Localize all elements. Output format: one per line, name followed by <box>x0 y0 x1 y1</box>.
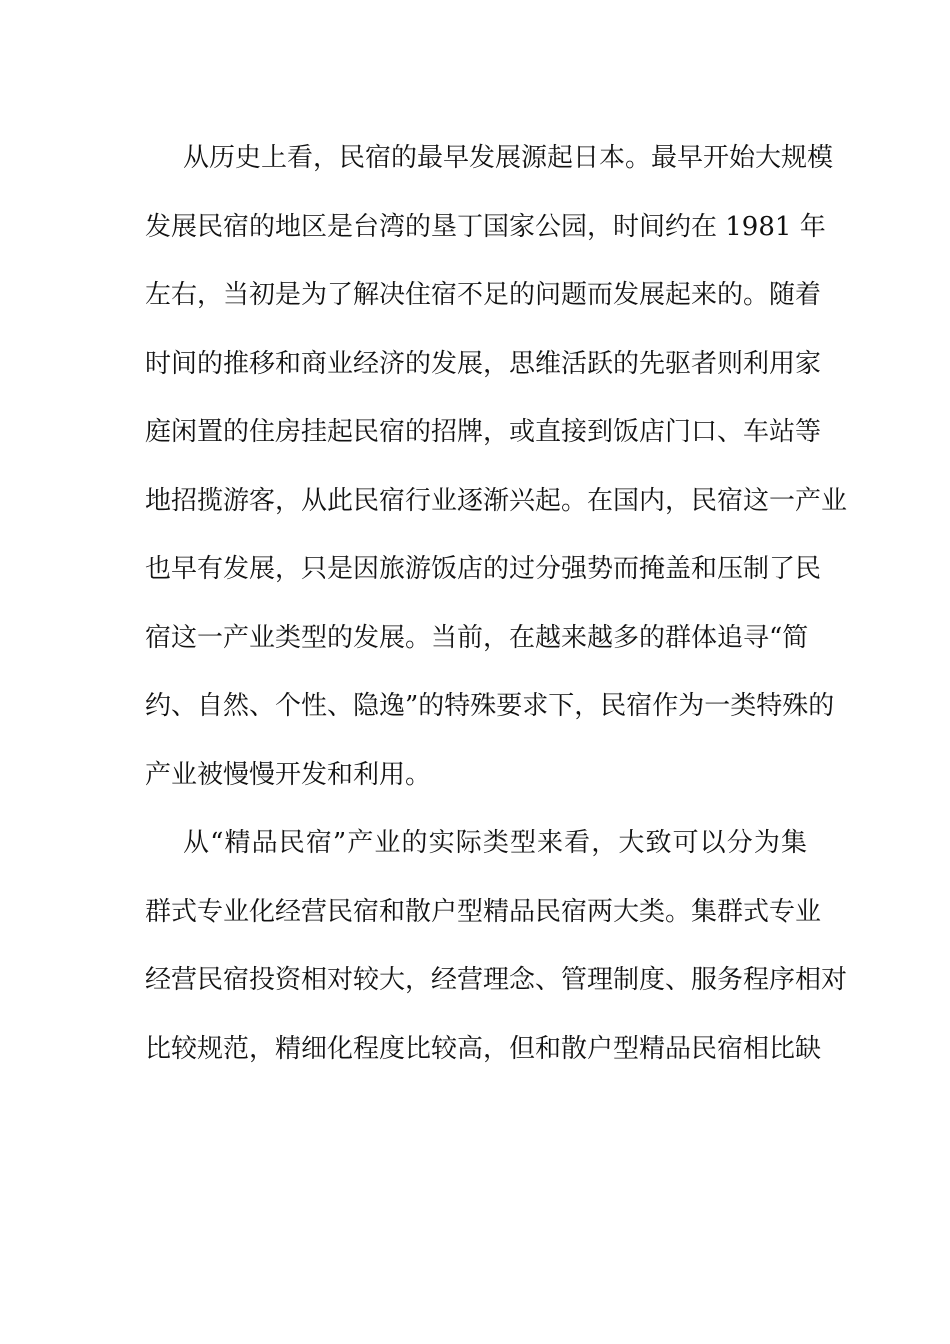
text-line: 约、自然、个性、隐逸”的特殊要求下，民宿作为一类特殊的 <box>145 691 835 721</box>
text-line: 比较规范，精细化程度比较高，但和散户型精品民宿相比缺 <box>145 1033 822 1064</box>
text-line: 也早有发展，只是因旅游饭店的过分强势而掩盖和压制了民 <box>145 554 822 584</box>
text-line: 庭闲置的住房挂起民宿的招牌，或直接到饭店门口、车站等 <box>145 417 822 447</box>
text-line: 地招揽游客，从此民宿行业逐渐兴起。在国内，民宿这一产业 <box>145 485 848 516</box>
text-line: 从“精品民宿”产业的实际类型来看，大致可以分为集 <box>183 828 807 858</box>
text-line: 发展民宿的地区是台湾的垦丁国家公园，时间约在 1981 年 <box>145 211 826 242</box>
text-line: 从历史上看，民宿的最早发展源起日本。最早开始大规模 <box>183 143 834 173</box>
paragraph-history <box>145 124 848 809</box>
text-line: 宿这一产业类型的发展。当前，在越来越多的群体追寻“简 <box>145 622 809 653</box>
body-text <box>145 124 848 1083</box>
text-line: 时间的推移和商业经济的发展，思维活跃的先驱者则利用家 <box>145 348 822 379</box>
text-line: 经营民宿投资相对较大，经营理念、管理制度、服务程序相对 <box>145 965 848 995</box>
paragraph-types <box>145 809 848 1083</box>
text-line: 产业被慢慢开发和利用。 <box>145 759 432 790</box>
text-line: 群式专业化经营民宿和散户型精品民宿两大类。集群式专业 <box>145 896 822 927</box>
text-line: 左右，当初是为了解决住宿不足的问题而发展起来的。随着 <box>145 280 822 310</box>
